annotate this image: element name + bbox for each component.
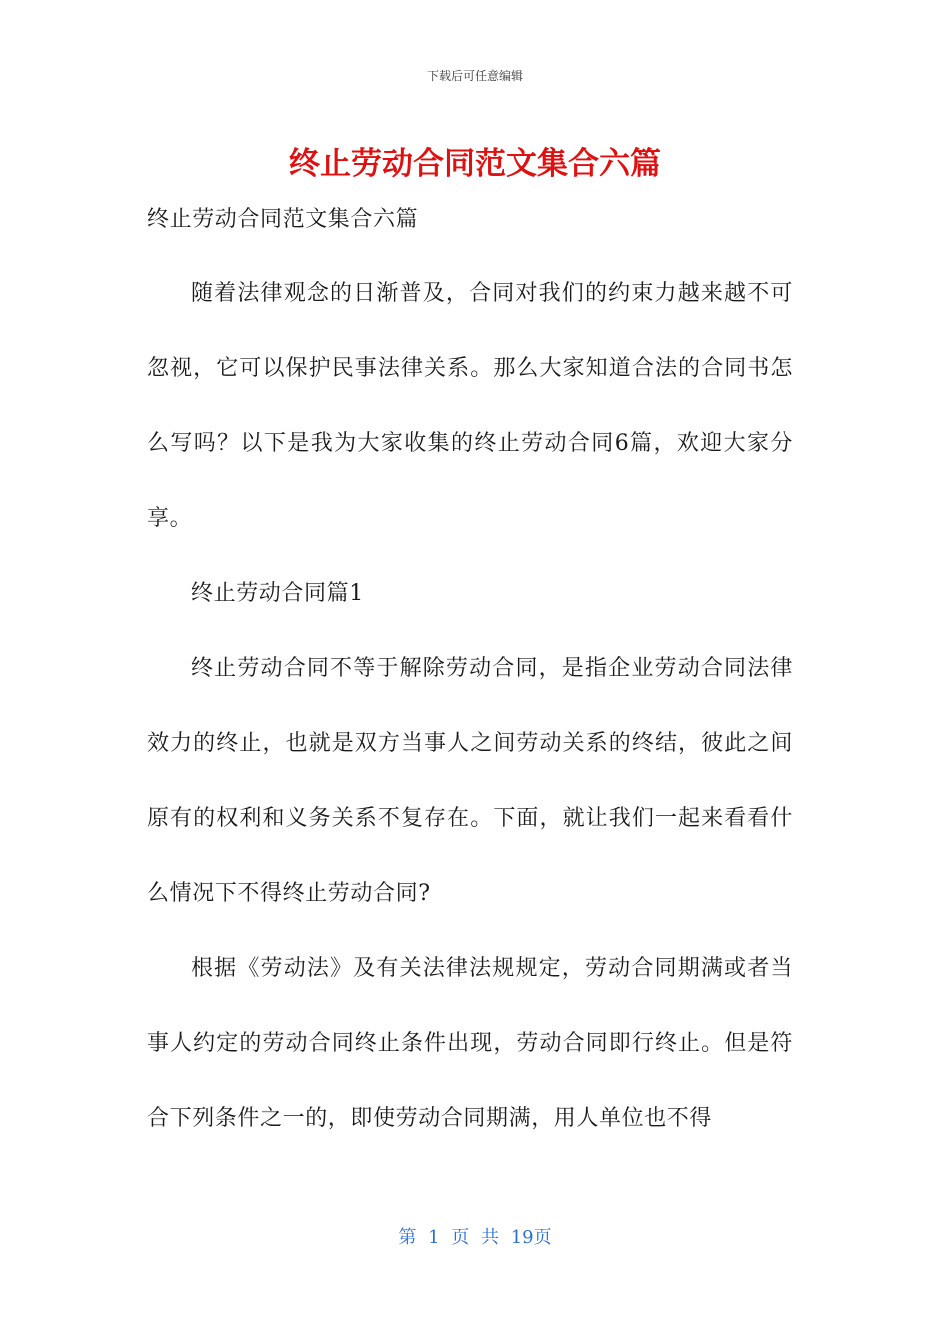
body-paragraph: 终止劳动合同不等于解除劳动合同，是指企业劳动合同法律效力的终止，也就是双方当事人之间劳动关系的终结，彼此之间原有的权利和义务关系不复存在。下面，就让我们一起来看看什么情况下不得终止劳动合同?: [147, 656, 793, 906]
document-body: [147, 256, 793, 1156]
section-heading: 终止劳动合同篇1: [191, 581, 364, 606]
page-indicator: 第 1 页 共 19页: [398, 1227, 552, 1248]
document-subtitle: 终止劳动合同范文集合六篇: [147, 207, 419, 232]
document-title: 终止劳动合同范文集合六篇: [289, 146, 661, 182]
intro-paragraph: 随着法律观念的日渐普及，合同对我们的约束力越来越不可忽视，它可以保护民事法律关系。那么大家知道合法的合同书怎么写吗？以下是我为大家收集的终止劳动合同6篇，欢迎大家分享。: [147, 281, 793, 531]
body-paragraph: 根据《劳动法》及有关法律法规规定，劳动合同期满或者当事人约定的劳动合同终止条件出现，劳动合同即行终止。但是符合下列条件之一的，即使劳动合同期满，用人单位也不得: [147, 956, 793, 1131]
header-note: 下载后可任意编辑: [426, 69, 523, 83]
